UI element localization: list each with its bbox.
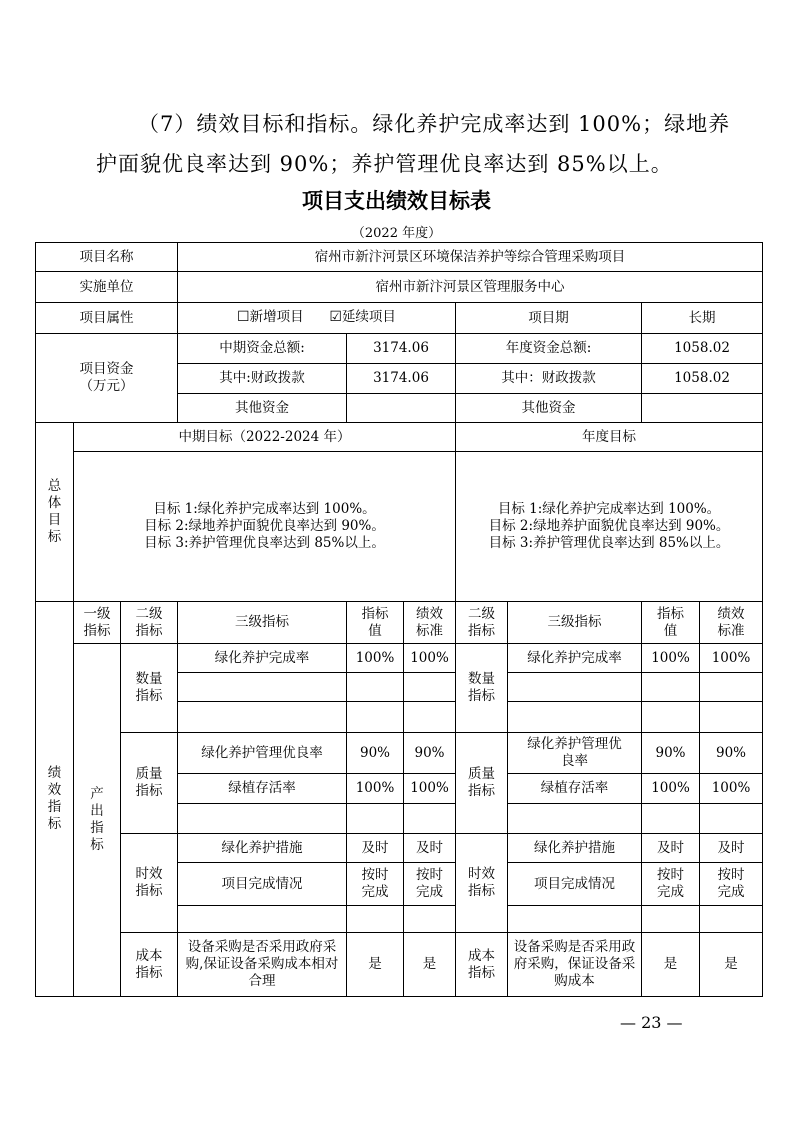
overall-goal-label	[36, 423, 74, 602]
project-name-label: 项目名称	[36, 243, 178, 272]
qty-item-mid: 绿化养护完成率	[178, 644, 347, 673]
period-value: 长期	[642, 303, 763, 334]
mid-total-label: 中期资金总额:	[178, 334, 347, 364]
header-value-mid-text: 指标值	[361, 605, 389, 639]
annual-goal-2: 目标 2:绿地养护面貌优良率达到 90%。	[488, 518, 730, 535]
empty-cell	[347, 906, 404, 933]
funds-label	[36, 334, 178, 423]
time-std1-mid: 及时	[404, 834, 456, 863]
qty-label-annual-text: 数量指标	[468, 671, 495, 704]
time-item1-mid: 绿化养护措施	[178, 834, 347, 863]
empty-cell	[347, 702, 404, 733]
quality-label-annual	[456, 733, 508, 834]
header-level1-text: 一级指标	[83, 605, 111, 639]
row-time-1	[36, 834, 763, 863]
time-label-mid-text: 时效指标	[135, 866, 163, 899]
qty-std-annual: 100%	[700, 644, 763, 673]
empty-cell	[178, 804, 347, 834]
cost-value-annual: 是	[642, 933, 700, 997]
time-label-annual	[456, 834, 508, 933]
quality-item1-mid: 绿化养护管理优良率	[178, 733, 347, 774]
time-std2-mid-text: 按时完成	[416, 867, 443, 900]
header-level2-mid-text: 二级指标	[135, 605, 163, 639]
empty-cell	[642, 906, 700, 933]
empty-cell	[508, 906, 642, 933]
header-standard-annual-text: 绩效标准	[717, 605, 745, 639]
row-indicator-headers	[36, 602, 763, 644]
cost-std-annual: 是	[700, 933, 763, 997]
annual-fiscal-label: 其中：财政拨款	[456, 364, 642, 394]
annual-goal-1: 目标 1:绿化养护完成率达到 100%。	[497, 501, 721, 518]
qty-item-annual: 绿化养护完成率	[508, 644, 642, 673]
period-label: 项目期	[456, 303, 642, 334]
annual-goal-3: 目标 3:养护管理优良率达到 85%以上。	[488, 534, 730, 551]
empty-cell	[700, 804, 763, 834]
project-name-value: 宿州市新汴河景区环境保洁养护等综合管理采购项目	[178, 243, 763, 272]
annual-goal-header: 年度目标	[456, 423, 763, 452]
qty-value-mid: 100%	[347, 644, 404, 673]
attr-new-label: 新增项目	[249, 309, 304, 326]
header-value-annual	[642, 602, 700, 644]
mid-other-label: 其他资金	[178, 394, 347, 423]
time-item1-annual: 绿化养护措施	[508, 834, 642, 863]
cost-item-annual: 设备采购是否采用政府采购，保证设备采购成本	[508, 933, 642, 997]
quality-value1-annual: 90%	[642, 733, 700, 774]
cost-label-mid-text: 成本指标	[135, 947, 163, 981]
row-goals	[36, 452, 763, 602]
qty-std-mid: 100%	[404, 644, 456, 673]
funds-label-line2: （万元）	[79, 378, 134, 394]
empty-cell	[178, 702, 347, 733]
table-title: 项目支出绩效目标表	[302, 189, 491, 213]
time-std1-annual: 及时	[700, 834, 763, 863]
time-value2-mid-text: 按时完成	[361, 867, 389, 900]
quality-label-annual-text: 质量指标	[468, 766, 495, 799]
quality-std2-annual: 100%	[700, 774, 763, 804]
continued-project-checkbox	[329, 309, 396, 325]
qty-label-annual	[456, 644, 508, 733]
header-level3-annual: 三级指标	[508, 602, 642, 644]
quality-std2-mid: 100%	[404, 774, 456, 804]
annual-total-value: 1058.02	[642, 334, 763, 364]
row-quality-1	[36, 733, 763, 774]
empty-cell	[642, 673, 700, 702]
quality-std1-annual: 90%	[700, 733, 763, 774]
mid-fiscal-label: 其中:财政拨款	[178, 364, 347, 394]
funds-label-line1: 项目资金	[79, 361, 134, 378]
perf-indicator-label	[36, 602, 74, 997]
output-indicator-text: 产出指标	[90, 786, 104, 853]
empty-cell	[642, 702, 700, 733]
empty-cell	[508, 702, 642, 733]
attr-cont-label: 延续项目	[341, 309, 396, 326]
empty-cell	[347, 804, 404, 834]
header-standard-mid	[404, 602, 456, 644]
output-indicator-label	[74, 644, 121, 997]
time-value2-mid	[347, 863, 404, 906]
mid-fiscal-value: 3174.06	[347, 364, 456, 394]
mid-total-value: 3174.06	[347, 334, 456, 364]
cost-label-annual	[456, 933, 508, 997]
cost-item-mid: 设备采购是否采用政府采购,保证设备采购成本相对合理	[178, 933, 347, 997]
mid-goal-header: 中期目标（2022-2024 年）	[74, 423, 456, 452]
empty-cell	[642, 804, 700, 834]
empty-cell	[404, 702, 456, 733]
cost-value-mid: 是	[347, 933, 404, 997]
table-year: （2022 年度）	[351, 226, 442, 241]
time-value2-annual	[642, 863, 700, 906]
cost-std-mid: 是	[404, 933, 456, 997]
empty-cell	[700, 702, 763, 733]
empty-cell	[700, 906, 763, 933]
qty-label-mid	[121, 644, 178, 733]
time-label-annual-text: 时效指标	[468, 866, 495, 899]
annual-other-value	[642, 394, 763, 423]
mid-goal-1: 目标 1:绿化养护完成率达到 100%。	[153, 501, 376, 518]
mid-other-value	[347, 394, 456, 423]
overall-goal-text: 总体目标	[47, 478, 62, 545]
checkbox-checked-icon: ☑	[329, 309, 342, 326]
time-std2-annual-text: 按时完成	[717, 867, 745, 900]
quality-item2-annual: 绿植存活率	[508, 774, 642, 804]
annual-fiscal-value	[642, 364, 763, 394]
perf-indicator-text: 绩效指标	[47, 765, 62, 832]
row-attribute	[36, 303, 763, 334]
row-funds-total	[36, 334, 763, 364]
new-project-checkbox	[237, 309, 308, 325]
mid-goals	[74, 452, 456, 602]
quality-item1-annual	[508, 733, 642, 774]
empty-cell	[404, 673, 456, 702]
quality-item1-annual-text: 绿化养护管理优良率	[527, 736, 622, 769]
qty-value-annual: 100%	[642, 644, 700, 673]
time-std2-annual	[700, 863, 763, 906]
page-number: — 23 —	[620, 1013, 683, 1032]
empty-cell	[700, 673, 763, 702]
cost-label-annual-text: 成本指标	[468, 947, 495, 981]
quality-value2-mid: 100%	[347, 774, 404, 804]
row-unit	[36, 272, 763, 303]
time-label-mid	[121, 834, 178, 933]
time-value1-mid: 及时	[347, 834, 404, 863]
time-item2-annual: 项目完成情况	[508, 863, 642, 906]
header-level2-mid	[121, 602, 178, 644]
empty-cell	[178, 906, 347, 933]
header-standard-annual	[700, 602, 763, 644]
attr-options	[178, 303, 456, 334]
time-value1-annual: 及时	[642, 834, 700, 863]
unit-value: 宿州市新汴河景区管理服务中心	[178, 272, 763, 303]
row-project-name	[36, 243, 763, 272]
header-level2-annual-text: 二级指标	[468, 605, 495, 639]
empty-cell	[404, 906, 456, 933]
quality-std1-mid: 90%	[404, 733, 456, 774]
annual-fiscal-number: 1058.02	[674, 370, 730, 387]
quality-label-mid	[121, 733, 178, 834]
paragraph-line-1: （7）绩效目标和指标。绿化养护完成率达到 100%；绿地养	[138, 112, 731, 136]
time-value2-annual-text: 按时完成	[657, 867, 684, 900]
time-item2-mid: 项目完成情况	[178, 863, 347, 906]
quality-value2-annual: 100%	[642, 774, 700, 804]
quality-label-mid-text: 质量指标	[135, 766, 163, 799]
empty-cell	[178, 673, 347, 702]
header-standard-mid-text: 绩效标准	[416, 605, 443, 639]
quality-value1-mid: 90%	[347, 733, 404, 774]
quality-item2-mid: 绿植存活率	[178, 774, 347, 804]
checkbox-empty-icon: ☐	[237, 309, 250, 326]
mid-goal-3: 目标 3:养护管理优良率达到 85%以上。	[144, 534, 385, 551]
row-qty-1	[36, 644, 763, 673]
cost-label-mid	[121, 933, 178, 997]
header-level3-mid: 三级指标	[178, 602, 347, 644]
header-level2-annual	[456, 602, 508, 644]
performance-table	[35, 242, 763, 997]
empty-cell	[508, 673, 642, 702]
paragraph-line-2: 护面貌优良率达到 90%；养护管理优良率达到 85%以上。	[96, 152, 673, 176]
empty-cell	[508, 804, 642, 834]
mid-goal-2: 目标 2:绿地养护面貌优良率达到 90%。	[144, 518, 385, 535]
attr-label: 项目属性	[36, 303, 178, 334]
annual-other-label: 其他资金	[456, 394, 642, 423]
empty-cell	[404, 804, 456, 834]
annual-goals	[456, 452, 763, 602]
row-goal-headers	[36, 423, 763, 452]
empty-cell	[347, 673, 404, 702]
header-value-annual-text: 指标值	[657, 605, 684, 639]
qty-label-mid-text: 数量指标	[135, 671, 163, 704]
time-std2-mid	[404, 863, 456, 906]
header-level1	[74, 602, 121, 644]
header-value-mid	[347, 602, 404, 644]
row-cost	[36, 933, 763, 997]
annual-total-label: 年度资金总额:	[456, 334, 642, 364]
unit-label: 实施单位	[36, 272, 178, 303]
